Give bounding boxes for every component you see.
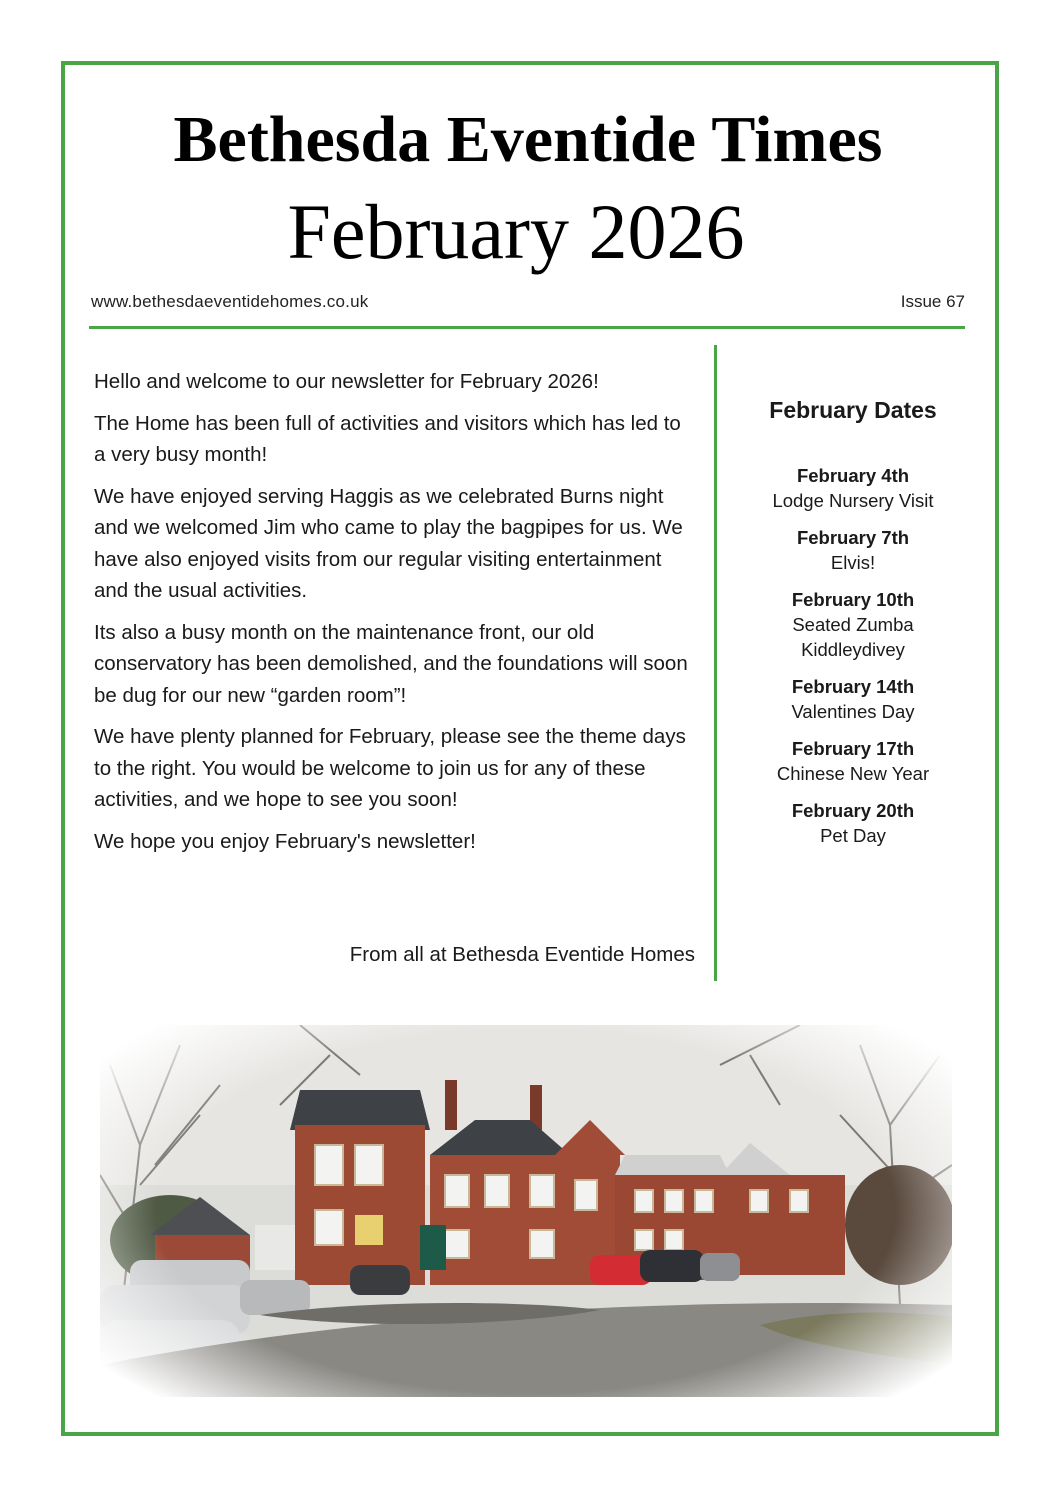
date-day: February 20th <box>791 800 915 821</box>
issue-month: February 2026 <box>287 188 745 275</box>
welcome-article <box>94 366 694 867</box>
issue-number: Issue 67 <box>900 292 965 311</box>
column-divider <box>714 345 717 981</box>
dates-heading: February Dates <box>769 397 937 423</box>
date-entry <box>738 463 968 513</box>
date-event: Elvis! <box>830 552 876 573</box>
date-event: Seated Zumba <box>792 614 914 635</box>
date-day: February 10th <box>791 589 915 610</box>
date-event: Valentines Day <box>791 701 915 722</box>
article-paragraph: Hello and welcome to our newsletter for February 2026! <box>94 370 599 393</box>
date-entry <box>738 674 968 724</box>
newsletter-title: Bethesda Eventide Times <box>173 103 883 176</box>
date-entry <box>738 736 968 786</box>
article-paragraph: We have enjoyed serving Haggis as we celebrated Burns night and we welcomed Jim who came to play the bagpipes for us. We have also enjoyed visits from our regular visiting entertainment and the usual activities. <box>94 484 683 602</box>
article-signoff: From all at Bethesda Eventide Homes <box>349 943 695 966</box>
article-paragraph: Its also a busy month on the maintenance front, our old conservatory has been demolished, and the foundations will soon be dug for our new “garden room”! <box>94 620 688 707</box>
date-entry <box>738 798 968 848</box>
article-paragraph: The Home has been full of activities and visitors which has led to a very busy month! <box>94 411 681 466</box>
date-day: February 4th <box>796 465 910 486</box>
website-link[interactable]: www.bethesdaeventidehomes.co.uk <box>91 292 369 311</box>
date-event: Pet Day <box>820 825 886 846</box>
care-home-photo <box>100 1025 952 1397</box>
date-day: February 14th <box>791 676 915 697</box>
february-dates-sidebar <box>738 395 968 860</box>
date-entry <box>738 525 968 575</box>
article-paragraph: We have plenty planned for February, please see the theme days to the right. You would be welcome to join us for any of these activities, and we hope to see you soon! <box>94 725 686 811</box>
date-day: February 17th <box>791 738 915 759</box>
date-entry <box>738 587 968 662</box>
date-event: Chinese New Year <box>776 763 930 784</box>
date-event: Kiddleydivey <box>801 639 905 660</box>
date-day: February 7th <box>796 527 910 548</box>
header-divider <box>89 326 965 329</box>
date-event: Lodge Nursery Visit <box>772 490 934 511</box>
article-paragraph: We hope you enjoy February's newsletter! <box>94 829 476 853</box>
